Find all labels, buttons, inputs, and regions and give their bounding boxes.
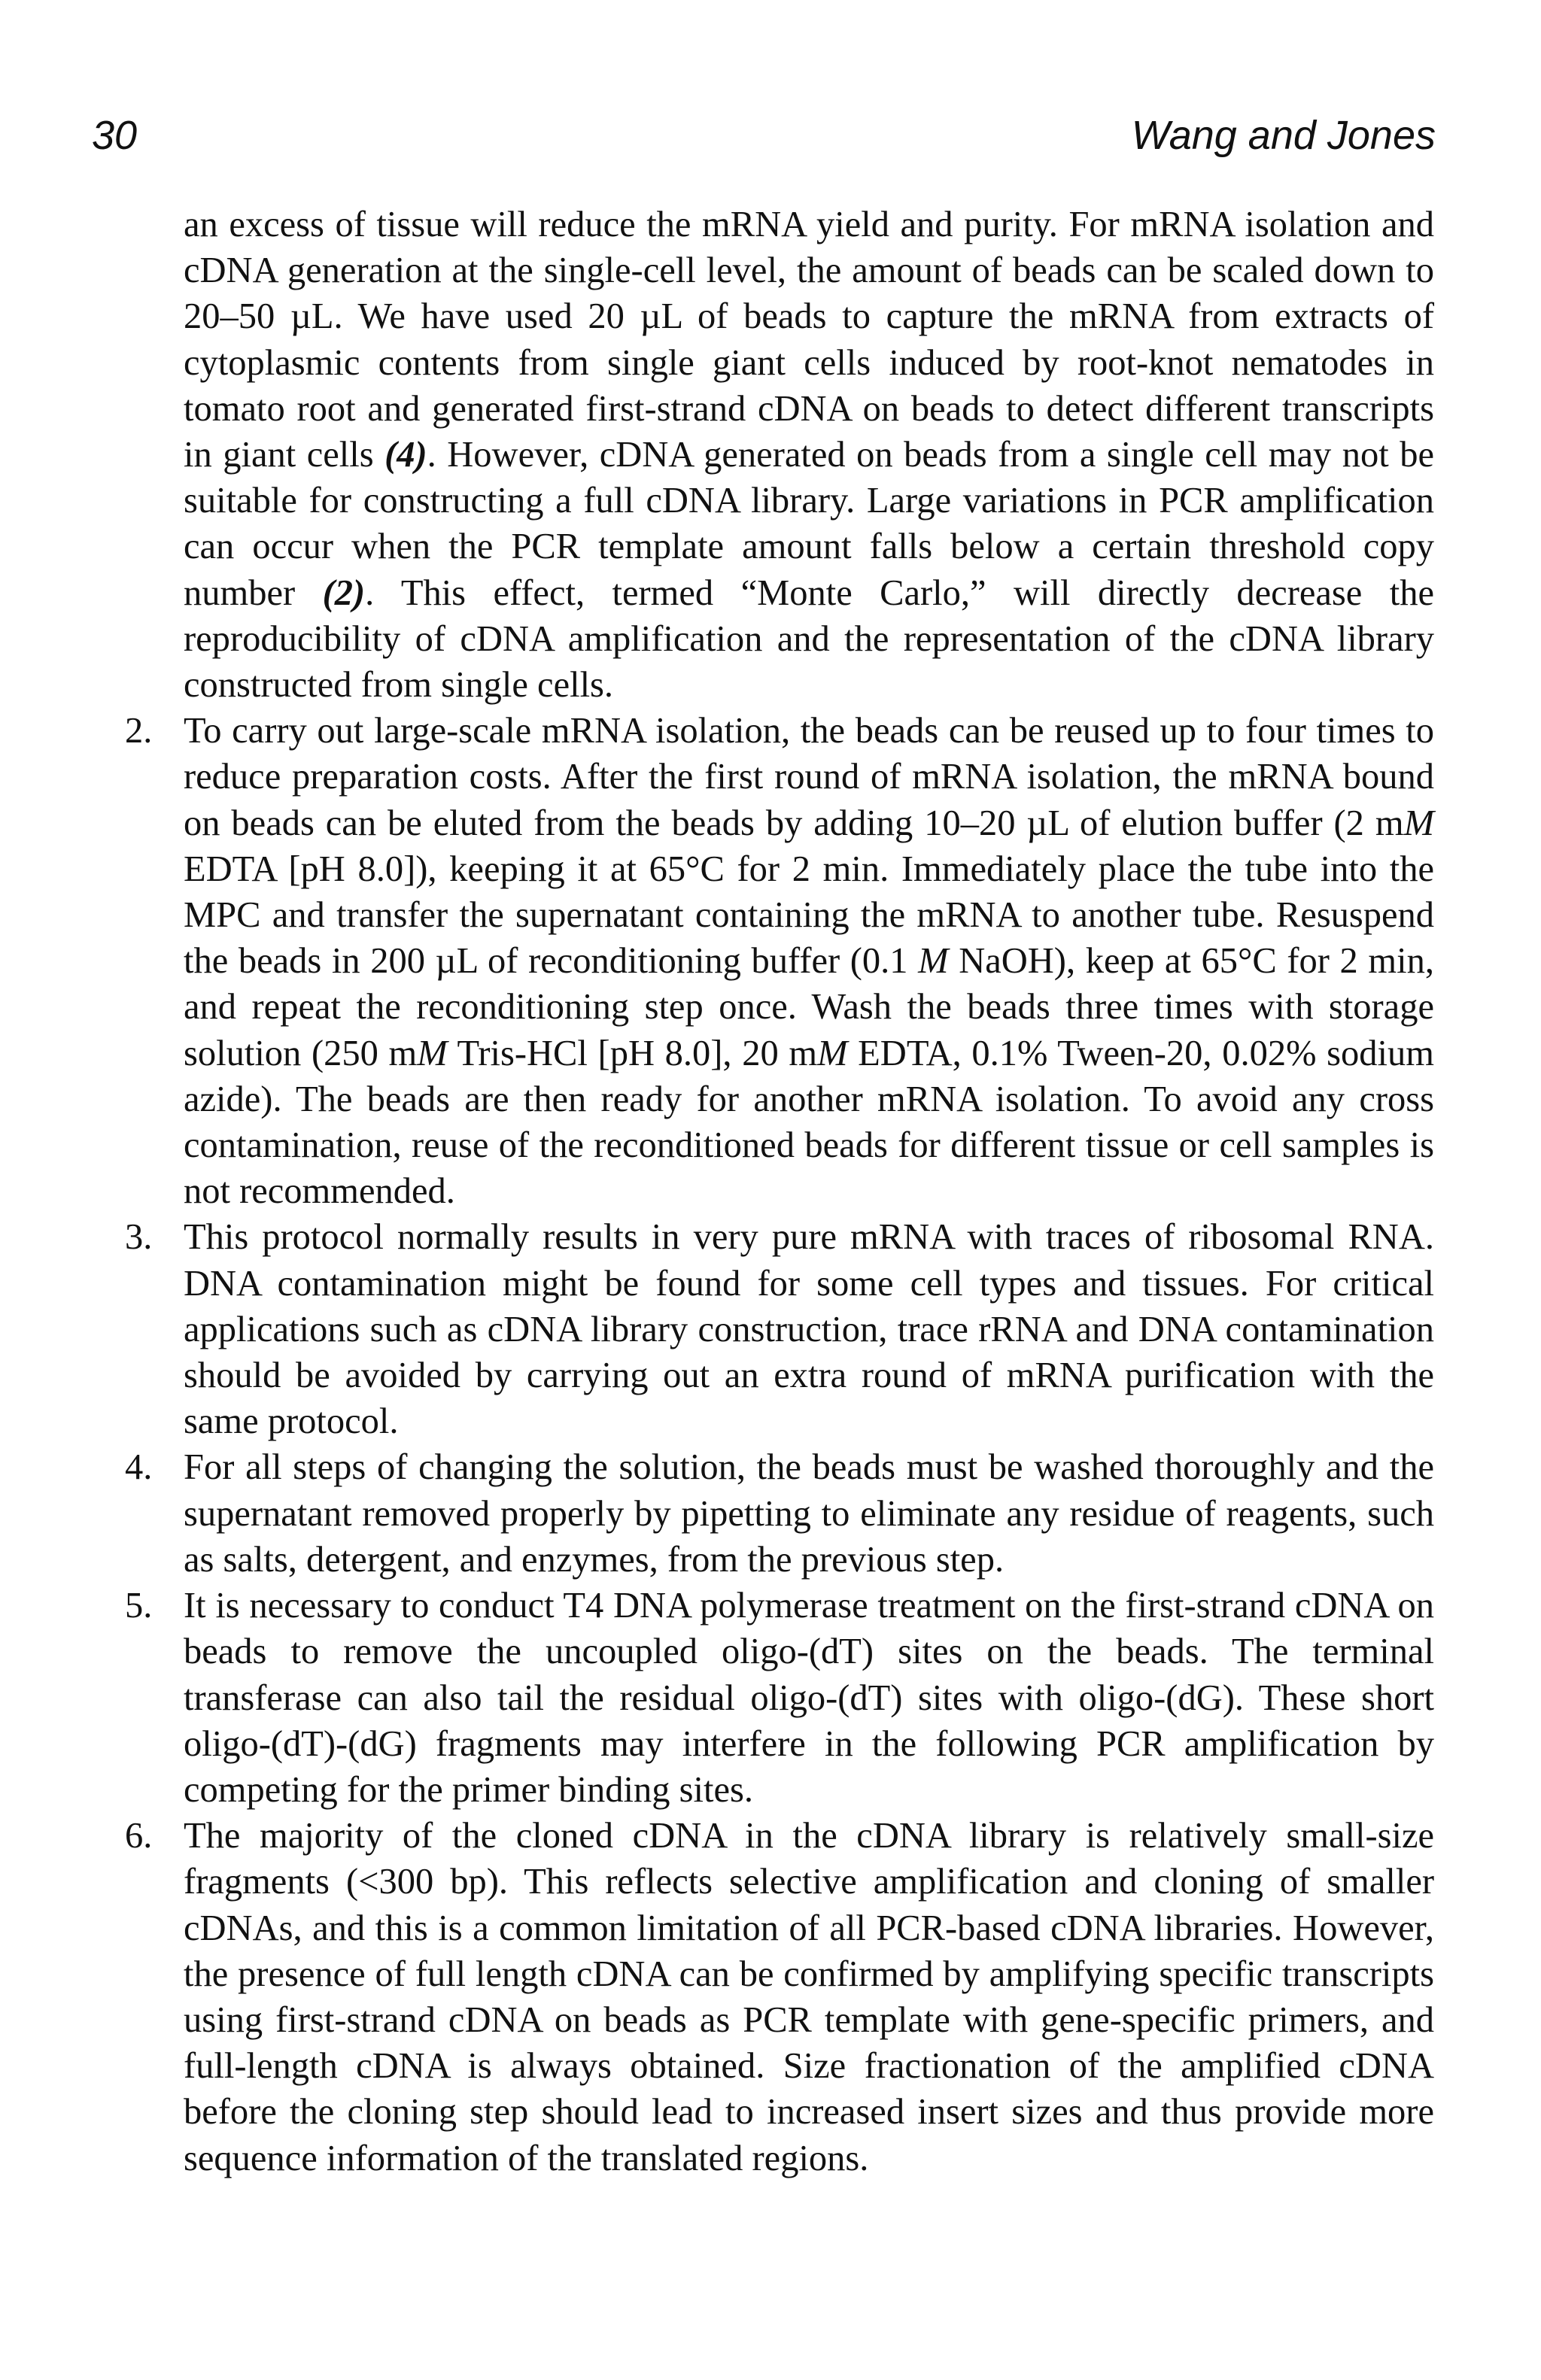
note-text: This protocol normally results in very pure mRNA with traces of ribosomal RNA. DNA contamination might be found for some cell types and tissues. For critical applications such as cDNA library construction, trace rRNA and DNA contamination should be avoided by carrying out an extra round of mRNA purification with the same protocol. — [184, 1217, 1434, 1442]
text-run: EDTA, 0.1% Tween-20, 0.02% sodium azide). The beads are then ready for another mRNA isolation. To avoid any cross contamination, reuse of the reconditioned beads for different tissue or cell samples is not recommended. — [184, 1033, 1434, 1212]
note-3 — [125, 1214, 1434, 1444]
note-text: The majority of the cloned cDNA in the cDNA library is relatively small-size fragments (<300 bp). This reflects selective amplification and cloning of smaller cDNAs, and this is a common limitation of all PCR-based cDNA libraries. However, the presence of full length cDNA can be confirmed by amplifying specific transcripts using first-strand cDNA on beads as PCR template with gene-specific primers, and full-length cDNA is always obtained. Size fractionation of the amplified cDNA before the cloning step should lead to increased insert sizes and thus provide more sequence information of the translated regions. — [184, 1816, 1434, 2178]
note-number: 2. — [125, 711, 153, 751]
note-number: 6. — [125, 1816, 153, 1856]
note-number: 5. — [125, 1586, 153, 1626]
note-1-continuation — [184, 202, 1434, 708]
unit-molar: M — [918, 941, 949, 982]
text-run: Tris-HCl [pH 8.0], 20 m — [447, 1033, 818, 1073]
note-text: It is necessary to conduct T4 DNA polymerase treatment on the first-strand cDNA on beads to remove the uncoupled oligo-(dT) sites on the beads. The terminal transferase can also tail the residual oligo-(dT) sites with oligo-(dG). These short oligo-(dT)-(dG) fragments may interfere in the following PCR amplification by competing for the primer binding sites. — [184, 1586, 1434, 1810]
unit-molar: M — [1403, 803, 1434, 843]
note-6 — [125, 1813, 1434, 2181]
text-run: . However, cDNA generated on beads from a single cell may not be suitable for constructing a full cDNA library. Large variations in PCR amplification can occur when the PCR template amount falls below a certain threshold copy number — [184, 435, 1434, 613]
note-5 — [125, 1583, 1434, 1813]
text-run: an excess of tissue will reduce the mRNA yield and purity. For mRNA isolation and cDNA generation at the single-cell level, the amount of beads can be scaled down to 20–50 µL. We have used 20 µL of beads to capture the mRNA from extracts of cytoplasmic contents from single giant cells induced by root-knot nematodes in tomato root and generated first-strand cDNA on beads to detect different transcripts in giant cells — [184, 205, 1434, 475]
note-number: 4. — [125, 1447, 153, 1488]
page-header — [92, 105, 1436, 165]
note-text: For all steps of changing the solution, the beads must be washed thoroughly and the supernatant removed properly by pipetting to eliminate any residue of reagents, such as salts, detergent, and enzymes, from the previous step. — [184, 1447, 1434, 1580]
text-run: . This effect, termed “Monte Carlo,” will directly decrease the reproducibility of cDNA amplification and the representation of the cDNA library constructed from single cells. — [184, 572, 1434, 706]
note-4 — [125, 1444, 1434, 1583]
citation: (2) — [322, 572, 366, 613]
unit-molar: M — [817, 1033, 848, 1073]
note-2 — [125, 708, 1434, 1214]
text-run: NaOH), keep at 65°C for 2 min, and repeat the reconditioning step once. Wash the beads three times with storage solution (250 m — [184, 941, 1434, 1073]
unit-molar: M — [417, 1033, 448, 1073]
notes-body — [125, 202, 1434, 2181]
citation: (4) — [384, 435, 427, 475]
note-number: 3. — [125, 1217, 153, 1258]
notes-list — [125, 708, 1434, 2181]
text-run: To carry out large-scale mRNA isolation, the beads can be reused up to four times to reduce preparation costs. After the first round of mRNA isolation, the mRNA bound on beads can be eluted from the beads by adding 10–20 µL of elution buffer (2 m — [184, 711, 1434, 843]
text-run: EDTA [pH 8.0]), keeping it at 65°C for 2 min. Immediately place the tube into the MPC and transfer the supernatant containing the mRNA to another tube. Resuspend the beads in 200 µL of reconditioning buffer (0.1 — [184, 848, 1434, 982]
running-head: Wang and Jones — [1131, 113, 1436, 158]
page-number: 30 — [92, 113, 138, 158]
